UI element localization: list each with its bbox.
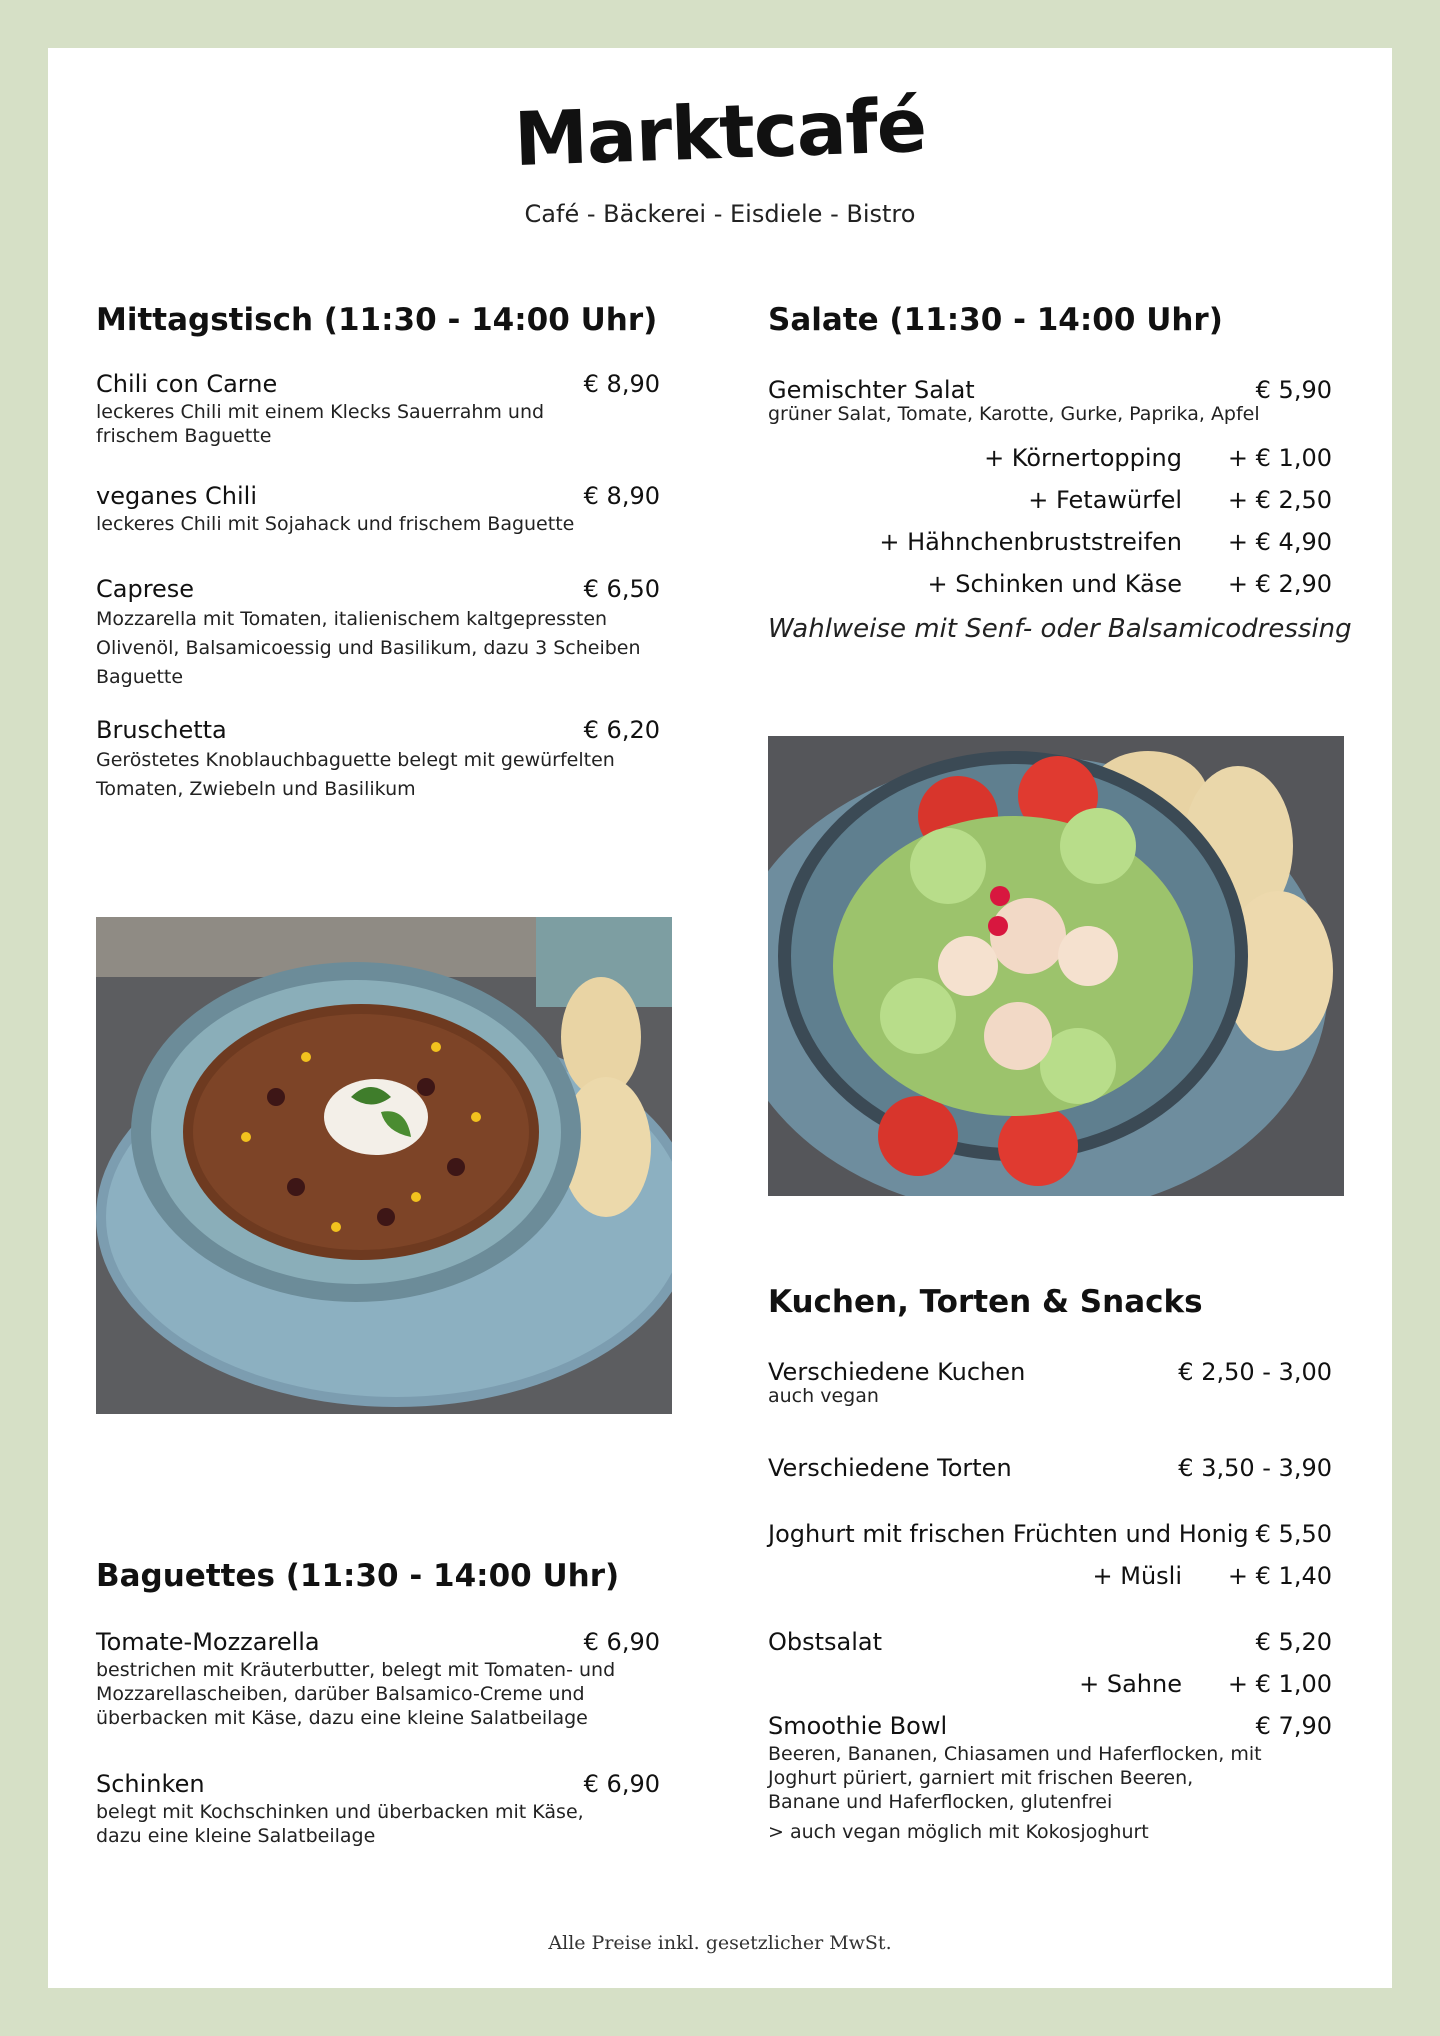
salad-photo bbox=[768, 736, 1344, 1196]
item-price: € 8,90 bbox=[583, 370, 660, 398]
addon-haehnchenbruststreifen bbox=[768, 528, 1332, 556]
addon-price: + € 2,90 bbox=[1227, 570, 1332, 598]
item-name: Caprese bbox=[96, 575, 195, 603]
addon-label: + Körnertopping bbox=[984, 444, 1182, 472]
menu-item-kuchen bbox=[768, 1358, 1332, 1408]
menu-item-smoothie-bowl bbox=[768, 1712, 1332, 1844]
item-price: € 2,50 - 3,00 bbox=[1178, 1358, 1332, 1386]
item-name: Obstsalat bbox=[768, 1628, 883, 1656]
item-name: Verschiedene Kuchen bbox=[768, 1358, 1026, 1386]
section-title-kuchen: Kuchen, Torten & Snacks bbox=[768, 1284, 1203, 1320]
addon-label: + Schinken und Käse bbox=[927, 570, 1182, 598]
menu-item-joghurt bbox=[768, 1520, 1332, 1548]
item-price: € 8,90 bbox=[583, 482, 660, 510]
cafe-logo: Marktcafé bbox=[512, 82, 928, 184]
addon-price: + € 1,00 bbox=[1227, 444, 1332, 472]
menu-item-veganes-chili bbox=[96, 482, 660, 536]
item-price: € 5,90 bbox=[1255, 376, 1332, 404]
addon-price: + € 4,90 bbox=[1227, 528, 1332, 556]
item-description: auch vegan bbox=[768, 1385, 879, 1407]
addon-koernertopping bbox=[768, 444, 1332, 472]
addon-price: + € 2,50 bbox=[1227, 486, 1332, 514]
item-description: grüner Salat, Tomate, Karotte, Gurke, Paprika, Apfel bbox=[768, 403, 1260, 425]
item-description: Mozzarella mit Tomaten, italienischem kaltgepressten Olivenöl, Balsamicoessig und Basilikum, dazu 3 Scheiben Baguette bbox=[96, 608, 641, 688]
item-name: Joghurt mit frischen Früchten und Honig bbox=[768, 1520, 1249, 1548]
item-name: Smoothie Bowl bbox=[768, 1712, 948, 1740]
item-price: € 7,90 bbox=[1255, 1712, 1332, 1740]
menu-item-gemischter-salat bbox=[768, 376, 1332, 426]
item-price: € 6,20 bbox=[583, 716, 660, 744]
section-title-baguettes: Baguettes (11:30 - 14:00 Uhr) bbox=[96, 1558, 620, 1594]
menu-item-schinken bbox=[96, 1770, 660, 1848]
item-name: Schinken bbox=[96, 1770, 205, 1798]
menu-item-bruschetta bbox=[96, 716, 660, 804]
cafe-subtitle: Café - Bäckerei - Eisdiele - Bistro bbox=[524, 200, 916, 228]
item-description: Geröstetes Knoblauchbaguette belegt mit gewürfelten Tomaten, Zwiebeln und Basilikum bbox=[96, 749, 615, 800]
addon-label: + Sahne bbox=[1079, 1670, 1182, 1698]
item-price: € 3,50 - 3,90 bbox=[1178, 1454, 1332, 1482]
item-price: € 6,90 bbox=[583, 1628, 660, 1656]
item-description: bestrichen mit Kräuterbutter, belegt mit Tomaten- und Mozzarellascheiben, darüber Balsamico-Creme und überbacken mit Käse, dazu eine kleine Salatbeilage bbox=[96, 1659, 616, 1729]
dressing-note: Wahlweise mit Senf- oder Balsamicodressing bbox=[768, 614, 1352, 644]
item-name: veganes Chili bbox=[96, 482, 257, 510]
menu-item-obstsalat bbox=[768, 1628, 1332, 1656]
item-name: Bruschetta bbox=[96, 716, 227, 744]
addon-price: + € 1,40 bbox=[1227, 1562, 1332, 1590]
item-price: € 5,50 bbox=[1255, 1520, 1332, 1548]
item-price: € 5,20 bbox=[1255, 1628, 1332, 1656]
addon-sahne bbox=[768, 1670, 1332, 1698]
menu-item-caprese bbox=[96, 575, 660, 692]
addon-muesli bbox=[768, 1562, 1332, 1590]
item-name: Chili con Carne bbox=[96, 370, 278, 398]
addon-label: + Hähnchenbruststreifen bbox=[879, 528, 1182, 556]
item-name: Gemischter Salat bbox=[768, 376, 975, 404]
item-description: Beeren, Bananen, Chiasamen und Haferflocken, mit Joghurt püriert, garniert mit frischen Beeren, Banane und Haferflocken, glutenfrei bbox=[768, 1743, 1262, 1813]
menu-item-chili-con-carne bbox=[96, 370, 660, 448]
section-title-salate: Salate (11:30 - 14:00 Uhr) bbox=[768, 302, 1223, 338]
section-title-mittagstisch: Mittagstisch (11:30 - 14:00 Uhr) bbox=[96, 302, 658, 338]
vegan-note: > auch vegan möglich mit Kokosjoghurt bbox=[768, 1821, 1149, 1843]
addon-price: + € 1,00 bbox=[1227, 1670, 1332, 1698]
item-description: leckeres Chili mit Sojahack und frischem Baguette bbox=[96, 513, 575, 535]
addon-label: + Fetawürfel bbox=[1028, 486, 1182, 514]
price-footer: Alle Preise inkl. gesetzlicher MwSt. bbox=[548, 1932, 892, 1954]
addon-schinken-kaese bbox=[768, 570, 1332, 598]
item-description: leckeres Chili mit einem Klecks Sauerrahm und frischem Baguette bbox=[96, 401, 545, 447]
item-price: € 6,50 bbox=[583, 575, 660, 603]
item-description: belegt mit Kochschinken und überbacken mit Käse, dazu eine kleine Salatbeilage bbox=[96, 1801, 584, 1847]
addon-fetawuerfel bbox=[768, 486, 1332, 514]
item-name: Verschiedene Torten bbox=[768, 1454, 1012, 1482]
item-price: € 6,90 bbox=[583, 1770, 660, 1798]
menu-item-torten bbox=[768, 1454, 1332, 1482]
addon-label: + Müsli bbox=[1092, 1562, 1182, 1590]
chili-photo bbox=[96, 917, 672, 1414]
item-name: Tomate-Mozzarella bbox=[96, 1628, 320, 1656]
menu-page bbox=[48, 48, 1392, 1988]
menu-item-tomate-mozzarella bbox=[96, 1628, 660, 1730]
